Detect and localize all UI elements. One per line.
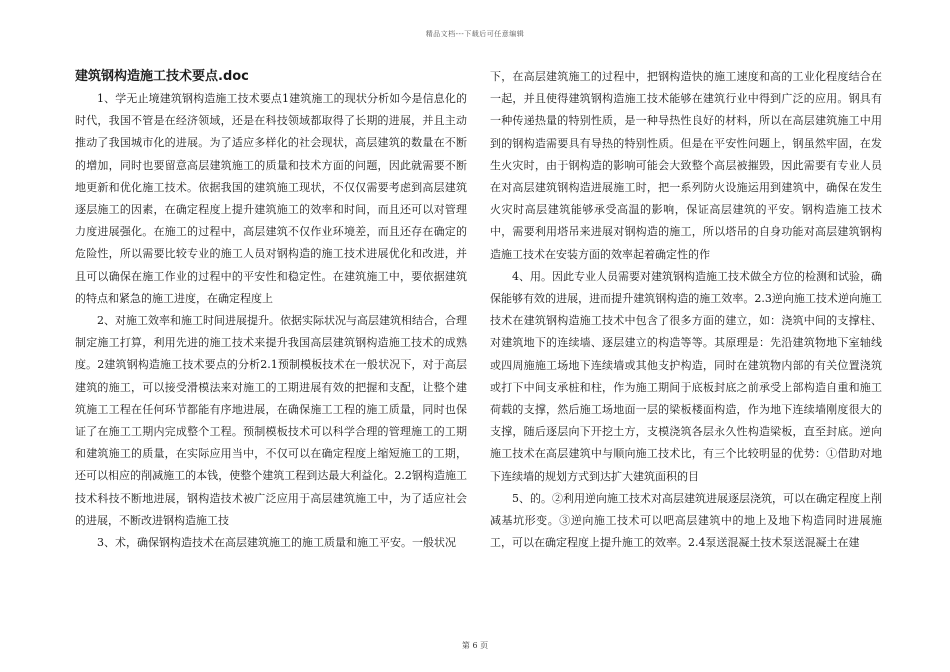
paragraph-3: 3、术，确保钢构造技术在高层建筑施工的施工质量和施工平安。一般状况 bbox=[97, 536, 456, 550]
paragraph-4: 4、用。因此专业人员需要对建筑钢构造施工技术做全方位的检测和试验，确保能够有效的进展，进而提升建筑钢构造的施工效率。2.3逆向施工技术逆向施工技术在建筑钢构造施工技术中包含了很多方面的建立，如：浇筑中间的支撑柱、对建筑地下的连续墙、逐层建立的构造等等。其原理是：先沿建筑物地下室轴线或四周施施工场地下连续墙或其他支护构造，同时在建筑物内部的有关位置浇筑或打下中间支承桩和柱，作为施工期间于底板封底之前承受上部构造自重和施工荷载的支撑，然后施工场地面一层的梁板楼面构造，作为地下连续墙刚度很大的支撑，随后逐层向下开挖土方，支模浇筑各层永久性构造梁板，直至封底。逆向施工技术在高层建筑中与顺向施工技术比，有三个比较明显的优势：①借助对地下连续墙的规划方式到达扩大建筑面积的目 bbox=[490, 269, 882, 483]
paragraph-5: 5、的。②利用逆向施工技术对高层建筑进展逐层浇筑，可以在确定程度上削减基坑形变。③逆向施工技术可以吧高层建筑中的地上及地下构造同时进展施工，可以在确定程度上提升施工的效率。2.4泵送混凝土技术泵送混凝土在建 bbox=[490, 491, 882, 550]
paragraph-1: 1、学无止境建筑钢构造施工技术要点1建筑施工的现状分析如今是信息化的时代，我国不管是在经济领域，还是在科技领域都取得了长期的进展，并且主动推动了我国城市化的进展。为了适应多样化的社会现状，高层建筑的数量在不断的增加，同时也要留意高层建筑施工的质量和技术方面的问题，因此就需要不断地更新和优化施工技术。依据我国的建筑施工现状，不仅仅需要考虑到高层建筑逐层施工的因素，在确定程度上提升建筑施工的效率和时间，而且还可以对管理力度进展强化。在施工的过程中，高层建筑不仅作业环境差，而且还存在确定的危险性，所以需要比较专业的施工人员对钢构造的施工技术进展优化和改进，并且可以确保在施工作业的过程中的平安性和稳定性。在建筑施工中，要依据建筑的特点和紧急的施工进度，在确定程度上 bbox=[75, 92, 467, 305]
page-header: 精品文档---下载后可任意编辑 bbox=[425, 30, 525, 38]
paragraph-3-continued: 下，在高层建筑施工的过程中，把钢构造快的施工速度和高的工业化程度结合在一起，并且使得建筑钢构造施工技术能够在建筑行业中得到广泛的应用。钢具有一种传递热量的特别性质，是一种导热性良好的材料，所以在高层建筑施工中用到的钢构造需要具有导热的特别性质。但是在平安性问题上，钢虽然牢固，在发生火灾时，由于钢构造的影响可能会大致整个高层被摧毁，因此需要有专业人员在对高层建筑钢构造进展施工时，把一系列防火设施运用到建筑中，确保在发生火灾时高层建筑能够承受高温的影响，保证高层建筑的平安。钢构造施工技术中，需要利用塔吊来进展对钢构造的施工，所以塔吊的自身功能对高层建筑钢构造施工技术在安装方面的效率起着确定性的作 bbox=[490, 70, 882, 261]
document-title: 建筑钢构造施工技术要点.doc bbox=[75, 69, 249, 84]
left-column bbox=[75, 66, 467, 554]
right-column bbox=[490, 66, 882, 554]
page-number: 第 6 页 bbox=[461, 641, 489, 650]
paragraph-2: 2、对施工效率和施工时间进展提升。依据实际状况与高层建筑相结合，合理制定施工打算，利用先进的施工技术来提升我国高层建筑钢构造施工技术的成熟度。2建筑钢构造施工技术要点的分析2.1预制模板技术在一般状况下，对于高层建筑的施工，可以接受滑模法来对施工的工期进展有效的把握和支配，让整个建筑施工工程在任何环节都能有序地进展，在确保施工工程的施工质量，同时也保证了在施工工期内完成整个工程。预制模板技术可以科学合理的管理施工的工期和建筑施工的质量，在实际应用当中，不仅可以在确定程度上缩短施工的工期，还可以相应的削减施工的本钱，使整个建筑工程到达最大利益化。2.2钢构造施工技术科技不断地进展，钢构造技术被广泛应用于高层建筑施工中，为了适应社会的进展，不断改进钢构造施工技 bbox=[75, 314, 467, 527]
